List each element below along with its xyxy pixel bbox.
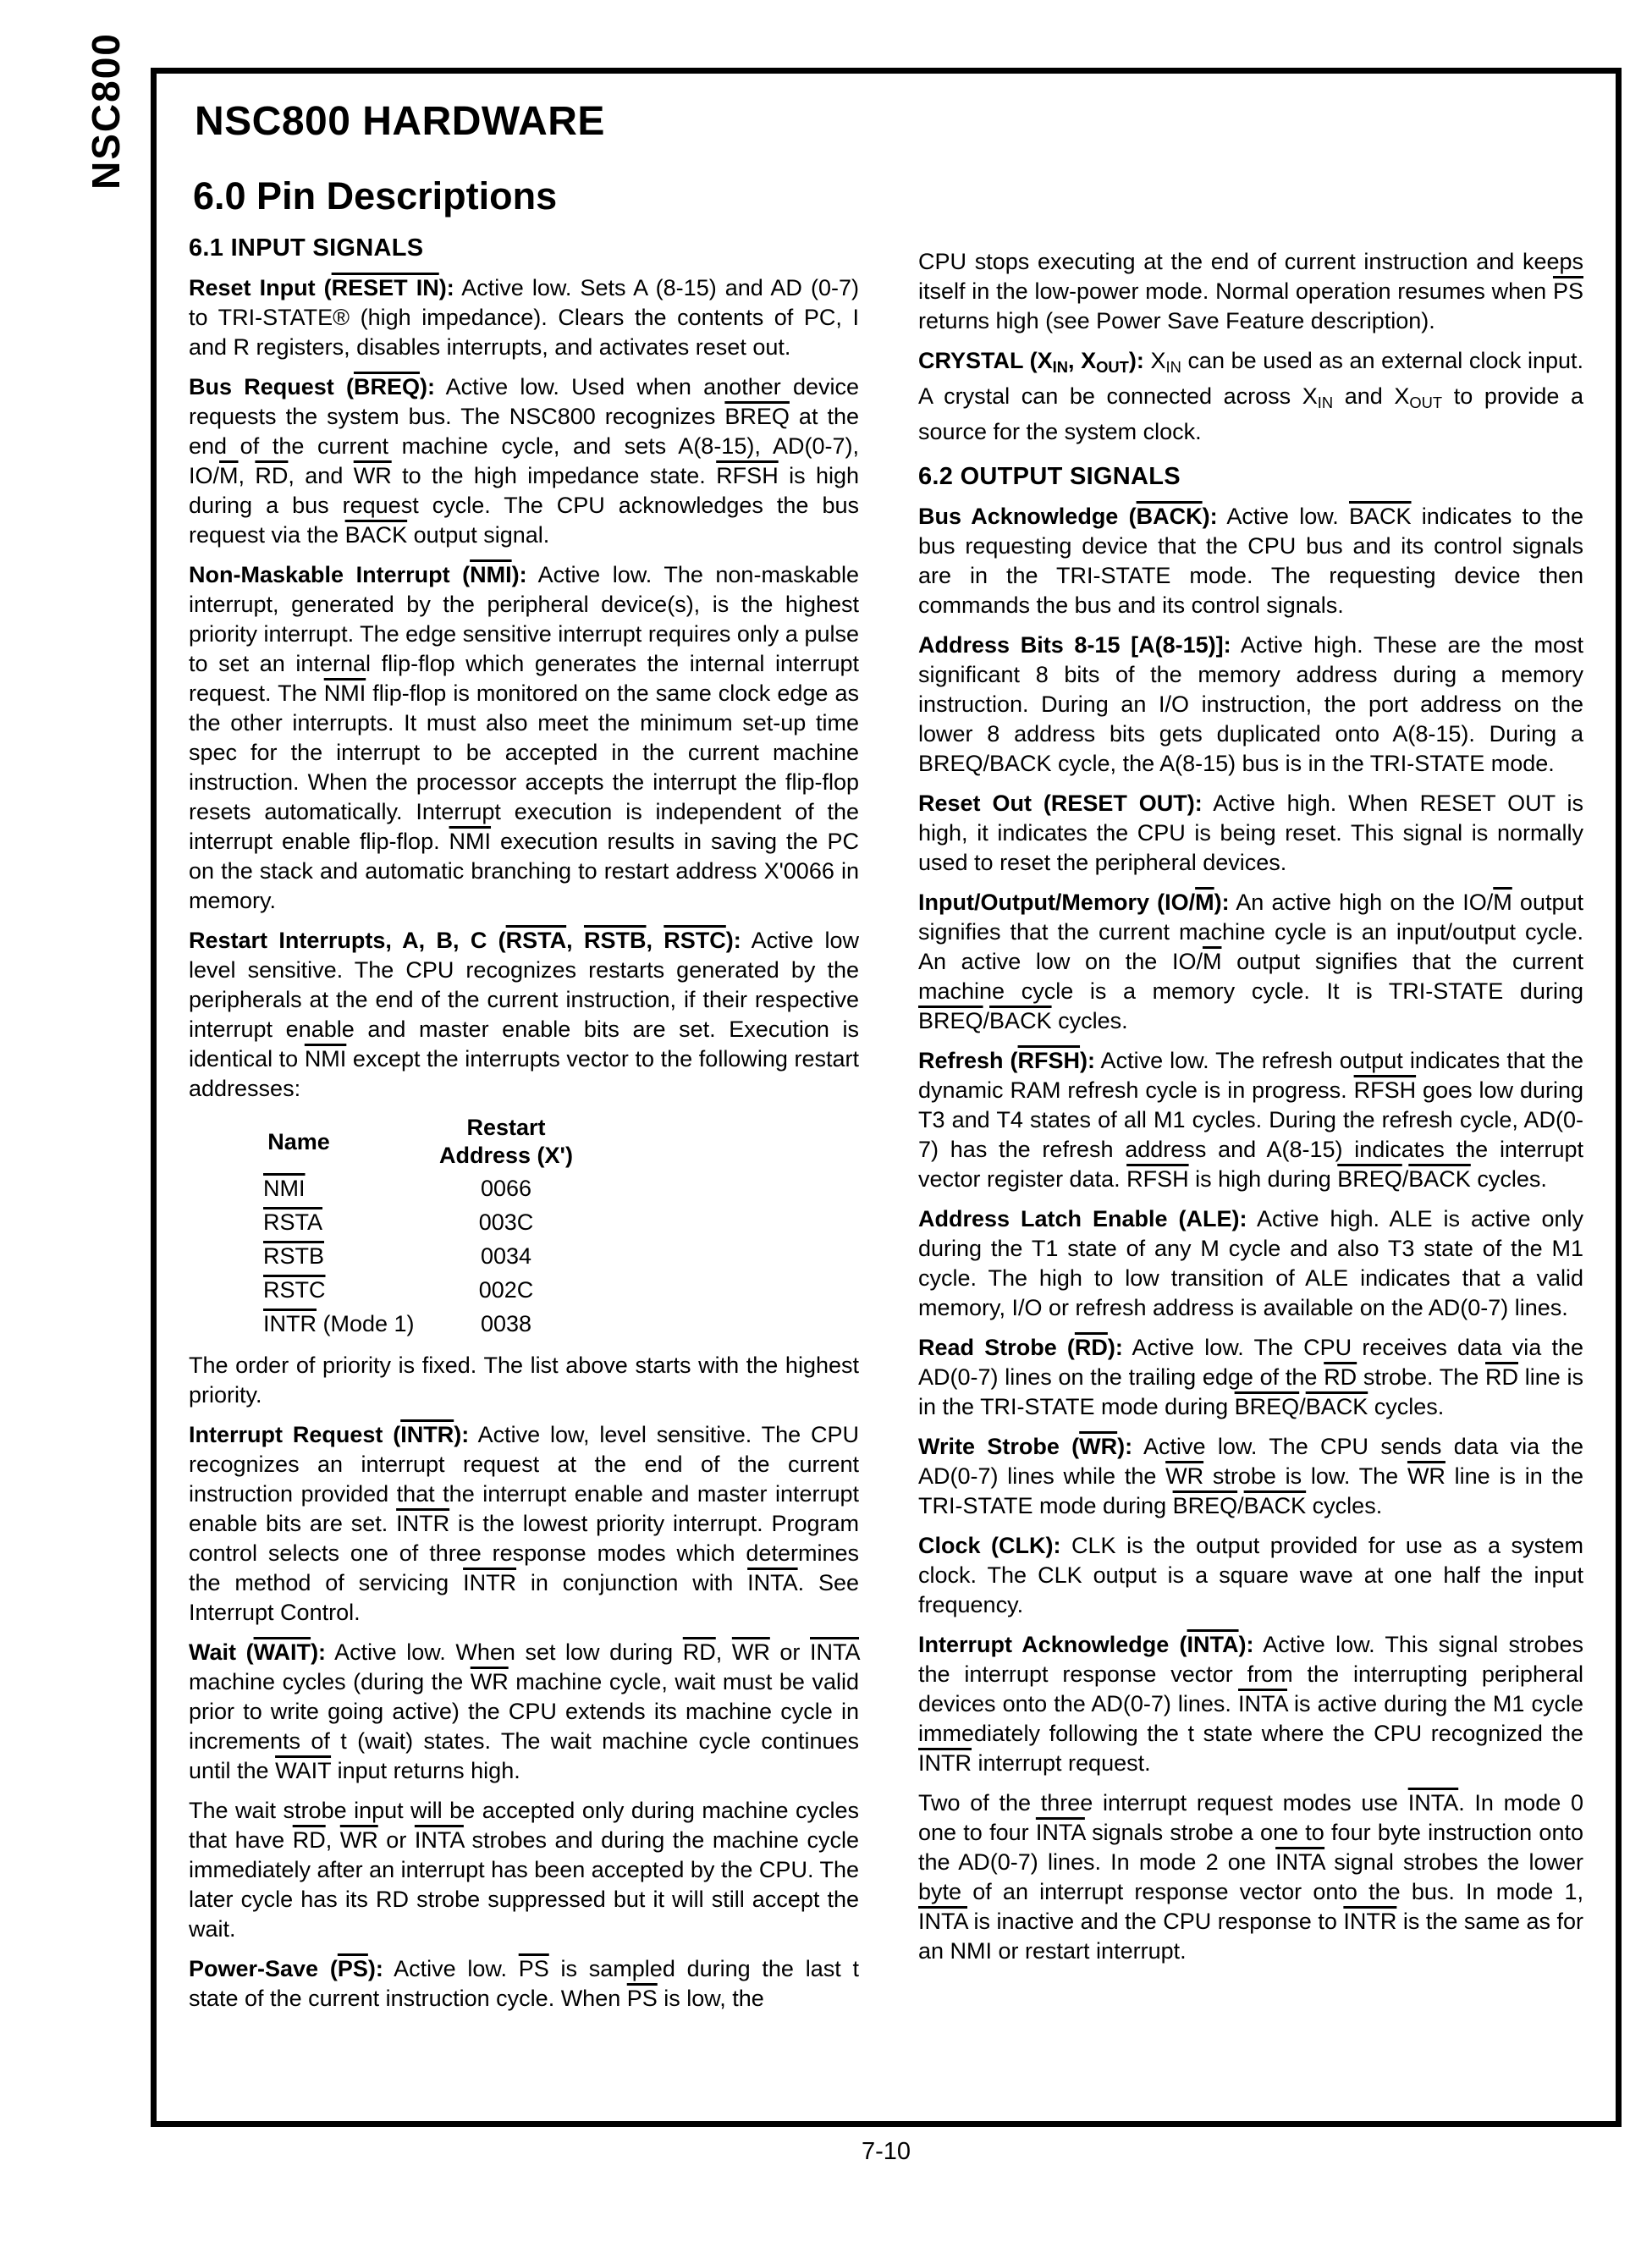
restart-table-row	[189, 1309, 859, 1339]
restart-table-row	[189, 1242, 859, 1271]
restart-table-address-value: 003C	[478, 1209, 534, 1235]
restart-table-name-header: Name	[267, 1128, 330, 1154]
heading-output-signals: 6.2 OUTPUT SIGNALS	[918, 463, 1181, 490]
pin-desc-restart-interrupts: Restart Interrupts, A, B, C (RSTA, RSTB, RSTC): Active low level sensitive. The CPU recognizes restarts generated by the peripherals at the end of the current instruction, if their respective interrupt enable and master enable bits are set. Execution is identical to $\overline{NMI}$ except the interrupts vector to the following restart addresses:	[189, 928, 859, 1101]
restart-table-row	[189, 1276, 859, 1305]
pin-desc-rfsh: Refresh (RFSH): Active low. The refresh output indicates that the dynamic RAM refresh cycle is in progress. RFSH goes low during T3 and T4 states of all M1 cycles. During the refresh cycle, AD(0-7) has the refresh address and A(8-15) indicates the interrupt vector register data. RFSH is high during BREQ/BACK cycles.	[918, 1048, 1583, 1192]
pin-desc-inta: Interrupt Acknowledge (INTA): Active low. This signal strobes the interrupt response vector from the interrupting peripheral devices onto the AD(0-7) lines. INTA is active during the M1 cycle immediately following the t state where the CPU recognized the INTR interrupt request.	[918, 1632, 1583, 1776]
priority-note: The order of priority is fixed. The list above starts with the highest priority.	[189, 1353, 859, 1408]
left-column	[189, 234, 859, 2014]
restart-table-address-value: 0038	[480, 1311, 532, 1336]
pin-desc-bus-request: Bus Request (BREQ): Active low. Used when another device requests the system bus. The NSC800 recognizes BREQ at the end of the current machine cycle, and sets A(8-15), AD(0-7), $IO/\overline{M}$, $\overline{RD}$, and $\overline{WR}$ to the high impedance state. RFSH is high during a bus request cycle. The CPU acknowledges the bus request via the BACK output signal.	[189, 374, 859, 548]
restart-table-signal-name: RSTA	[263, 1209, 323, 1235]
pin-desc-crystal: CRYSTAL ($X_{IN}$, $X_{OUT}$): $X_{IN}$ can be used as an external clock input. A crystal can be connected across $X_{IN}$ and $X_{OUT}$ to provide a source for the system clock.	[918, 348, 1584, 444]
pin-desc-address-bits: Address Bits 8-15 [A(8-15)]: Active high. These are the most significant 8 bits of the memory address during a memory instruction. During an I/O instruction, the port address on the lower 8 address bits gets duplicated onto A(8-15). During a BREQ/BACK cycle, the A(8-15) bus is in the TRI-STATE mode.	[918, 632, 1583, 776]
pin-desc-intr: Interrupt Request (INTR): Active low, level sensitive. The CPU recognizes an interrupt request at the end of the current instruction provided that the interrupt enable and master interrupt enable bits are set. INTR is the lowest priority interrupt. Program control selects one of three response modes which determines the method of servicing INTR in conjunction with INTA. See Interrupt Control.	[189, 1422, 860, 1625]
restart-address-table	[189, 1114, 859, 1339]
power-save-continued: CPU stops executing at the end of current instruction and keeps itself in the low-power mode. Normal operation resumes when $\overline{PS}$ returns high (see Power Save Feature description).	[918, 249, 1583, 333]
heading-input-signals: 6.1 INPUT SIGNALS	[189, 234, 424, 262]
restart-table-address-value: 002C	[478, 1277, 534, 1303]
pin-desc-power-save: Power-Save $(\overline{PS})$: Active low. $\overline{PS}$ is sampled during the last t state of the current instruction cycle. When $\overline{PS}$ is low, the	[189, 1956, 859, 2011]
restart-table-address-value: 0066	[480, 1176, 532, 1201]
pin-desc-rd: Read Strobe $(\overline{RD})$: Active low. The CPU receives data via the AD(0-7) lines on the trailing edge of the $\overline{RD}$ strobe. The $\overline{RD}$ line is in the TRI-STATE mode during BREQ/BACK cycles.	[918, 1335, 1584, 1419]
wait-strobe-note: The wait strobe input will be accepted only during machine cycles that have $\overline{RD}$, $\overline{WR}$ or INTA strobes and during the machine cycle immediately after an interrupt has been accepted by the CPU. The later cycle has its RD strobe suppressed but it will still accept the wait.	[189, 1798, 859, 1942]
restart-table-signal-name: RSTB	[263, 1243, 325, 1269]
pin-desc-clk: Clock (CLK): CLK is the output provided for use as a system clock. The CLK output is a square wave at one half the input frequency.	[918, 1533, 1583, 1617]
right-column	[918, 247, 1583, 1966]
restart-table-row	[189, 1208, 859, 1237]
restart-table-address-value: 0034	[480, 1243, 532, 1269]
pin-desc-reset-input: Reset Input (RESET IN): Active low. Sets A (8-15) and AD (0-7) to TRI-STATE® (high impedance). Clears the contents of PC, I and R registers, disables interrupts, and activates reset out.	[189, 275, 859, 360]
restart-table-address-header: Restart Address (X')	[439, 1115, 573, 1168]
pin-desc-ale: Address Latch Enable (ALE): Active high. ALE is active only during the T1 state of any M cycle and also T3 state of the M1 cycle. The high to low transition of ALE indicates that a valid memory, I/O or refresh address is available on the AD(0-7) lines.	[918, 1206, 1583, 1320]
section-title: 6.0 Pin Descriptions	[193, 174, 558, 218]
restart-table-row	[189, 1174, 859, 1204]
restart-table-signal-name: RSTC	[263, 1277, 326, 1303]
restart-table-signal-name: $\overline{NMI}$	[263, 1176, 306, 1201]
page-number: 7-10	[861, 2138, 911, 2165]
pin-desc-nmi: Non-Maskable Interrupt $(\overline{NMI})$: Active low. The non-maskable interrupt, generated by the peripheral device(s), is the highest priority interrupt. The edge sensitive interrupt requires only a pulse to set an internal flip-flop which generates the internal interrupt request. The $\overline{NMI}$ flip-flop is monitored on the same clock edge as the other interrupts. It must also meet the minimum set-up time spec for the interrupt to be accepted in the current machine instruction. When the processor accepts the interrupt the flip-flop resets automatically. Interrupt execution is independent of the interrupt enable flip-flop. $\overline{NMI}$ execution results in saving the PC on the stack and automatic branching to restart address X'0066 in memory.	[189, 562, 860, 913]
restart-table-signal-name: INTR (Mode 1)	[263, 1311, 415, 1336]
pin-desc-io-m: Input/Output/Memory $(IO/\overline{M})$: An active high on the $IO/\overline{M}$ output signifies that the current machine cycle is an input/output cycle. An active low on the $IO/\overline{M}$ output signifies that the current machine cycle is a memory cycle. It is TRI-STATE during BREQ/BACK cycles.	[918, 890, 1583, 1033]
pin-desc-wait: Wait (WAIT): Active low. When set low during $\overline{RD}$, $\overline{WR}$ or INTA machine cycles (during the $\overline{WR}$ machine cycle, wait must be valid prior to write going active) the CPU extends its machine cycle in increments of t (wait) states. The wait machine cycle continues until the WAIT input returns high.	[189, 1639, 860, 1783]
pin-desc-reset-out: Reset Out (RESET OUT): Active high. When RESET OUT is high, it indicates the CPU is being reset. This signal is normally used to reset the peripheral devices.	[918, 791, 1583, 875]
page-title: NSC800 HARDWARE	[195, 99, 605, 144]
page-side-label: NSC800	[84, 32, 128, 190]
pin-desc-back: Bus Acknowledge (BACK): Active low. BACK indicates to the bus requesting device that the CPU bus and its control signals are in the TRI-STATE mode. The requesting device then commands the bus and its control signals.	[918, 504, 1583, 618]
inta-modes-note: Two of the three interrupt request modes use INTA. In mode 0 one to four INTA signals strobe a one to four byte instruction onto the AD(0-7) lines. In mode 2 one INTA signal strobes the lower byte of an interrupt response vector onto the bus. In mode 1, INTA is inactive and the CPU response to INTR is the same as for an NMI or restart interrupt.	[918, 1790, 1584, 1964]
pin-desc-wr: Write Strobe $(\overline{WR})$: Active low. The CPU sends data via the AD(0-7) lines while the $\overline{WR}$ strobe is low. The $\overline{WR}$ line is in the TRI-STATE mode during BREQ/BACK cycles.	[918, 1434, 1584, 1518]
